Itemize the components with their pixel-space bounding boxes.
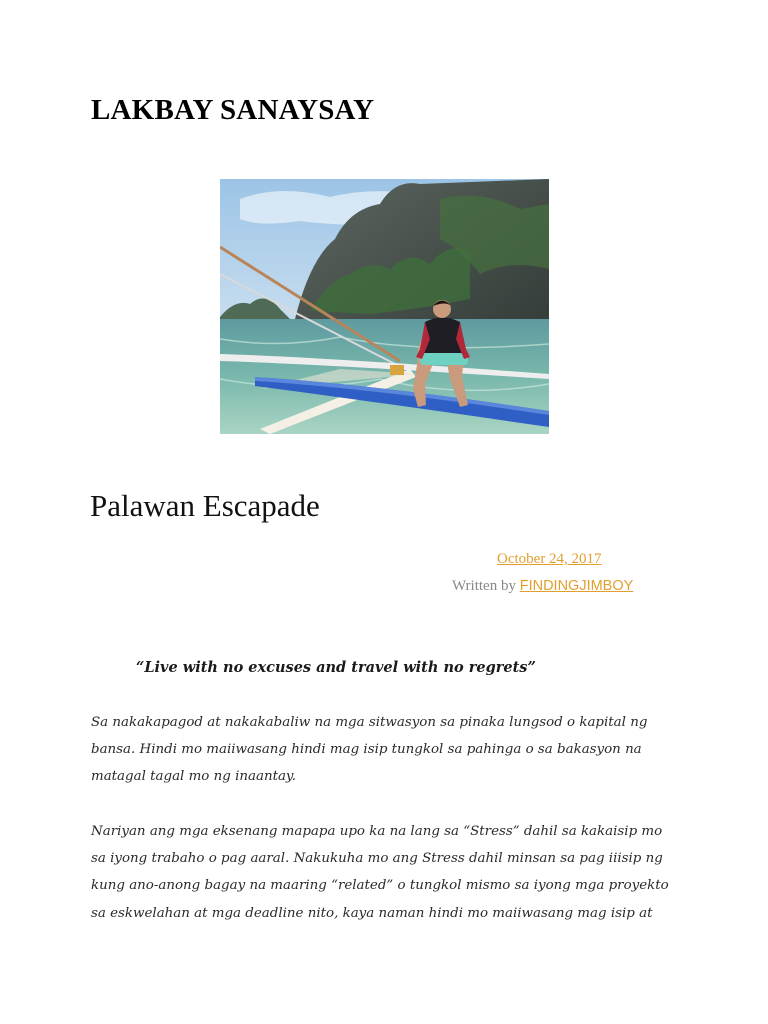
- paragraph-line: matagal tagal mo ng inaantay.: [91, 769, 296, 785]
- paragraph-line: sa eskwelahan at mga deadline nito, kaya naman hindi mo maiiwasang mag isip at: [91, 905, 653, 921]
- post-date-link[interactable]: October 24, 2017: [497, 551, 602, 567]
- author-link[interactable]: FINDINGJIMBOY: [519, 578, 634, 594]
- paragraph-line: Sa nakakapagod at nakakabaliw na mga sitwasyon sa pinaka lungsod o kapital ng: [91, 715, 648, 730]
- paragraph-line: bansa. Hindi mo maiiwasang hindi mag isip tungkol sa pahinga o sa bakasyon na: [91, 742, 642, 758]
- post-quote: “Live with no excuses and travel with no regrets”: [136, 659, 536, 676]
- paragraph-line: kung ano-anong bagay na maaring “related” o tungkol mismo sa iyong mga proyekto: [91, 878, 669, 894]
- post-byline: [452, 578, 633, 595]
- paragraph-1: [91, 709, 691, 791]
- written-by-label: Written by: [452, 578, 520, 594]
- paragraph-2: [91, 818, 691, 927]
- document-title: LAKBAY SANAYSAY: [91, 94, 375, 126]
- paragraph-line: sa iyong trabaho o pag aaral. Nakukuha mo ang Stress dahil minsan sa pag iiisip ng: [91, 851, 663, 867]
- post-photo: [220, 179, 549, 434]
- paragraph-line: Nariyan ang mga eksenang mapapa upo ka na lang sa “Stress” dahil sa kakaisip mo: [91, 824, 663, 839]
- post-title: Palawan Escapade: [90, 488, 320, 523]
